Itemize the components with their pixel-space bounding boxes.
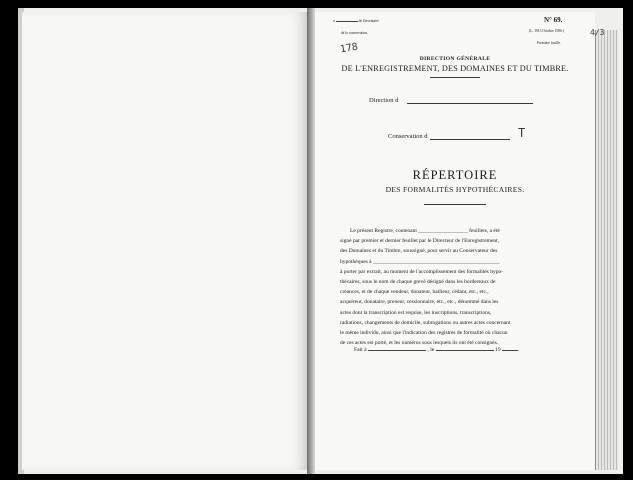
paragraph-line: à porter par extrait, au moment de l'accomplissement des formalités hypo- — [340, 268, 504, 275]
paragraph-line: créances, et de chaque vendeur, donateur, bailleur, cédant, etc., etc., — [340, 289, 489, 296]
repertoire-title: RÉPERTOIRE — [412, 168, 498, 182]
paragraph-line: des Domaines et du Timbre, soussigné, pour servir au Conservateur des — [340, 248, 498, 255]
header-left-top-pre: n — [333, 19, 335, 23]
book-spine — [307, 8, 315, 474]
fait-a-line: Fait à , le 19 . — [354, 347, 520, 353]
title-line2: DE L'ENREGISTREMENT, DES DOMAINES ET DU TIMBRE. — [341, 64, 569, 73]
conservation-line — [430, 139, 510, 140]
title-rule — [430, 77, 480, 78]
paragraph-line: Le présent Registre, contenant __________________ feuillets, a été — [350, 228, 500, 234]
paragraph-line: le même individu, ainsi que l'indication des registres de formalité où chacun — [340, 330, 508, 337]
header-left-top — [333, 19, 379, 23]
form-number: N° 69. — [544, 16, 563, 24]
repertoire-subtitle: DES FORMALITÉS HYPOTHÉCAIRES. — [385, 185, 525, 194]
form-subtitle: (L. 1913 Octobre 1906.) — [529, 29, 565, 33]
handwritten-number: 178 — [339, 41, 359, 56]
header-left-top-post: de l'inventaire — [358, 19, 379, 23]
paragraph-line: hypothèques à ______________________________________________ — [340, 258, 500, 265]
year-prefix: 19 — [495, 347, 501, 353]
paragraph-line: actes dont la transcription est requise, les inscriptions, transcriptions, — [340, 309, 492, 316]
corner-mark: 4/3 — [590, 28, 605, 37]
fait-a-label: Fait à — [354, 347, 367, 353]
le-label: , le — [427, 347, 435, 353]
header-left-bottom: de la conservation. — [341, 31, 369, 35]
direction-label: Direction d — [369, 97, 399, 104]
paragraph-line: acquéreur, donataire, preneur, cessionnaire, etc., etc., dénommé dans les — [340, 299, 499, 306]
registry-paragraph — [340, 226, 568, 348]
page-edges — [595, 30, 618, 470]
conservation-label: Conservation d — [388, 133, 428, 140]
left-blank-page — [22, 12, 308, 470]
paragraph-line: signé par premier et dernier feuillet par le Directeur de l'Enregistrement, — [340, 238, 500, 245]
paragraph-line: de ces actes est porté, et les numéros sous lesquels ils ont été consignés. — [340, 340, 499, 347]
title-line1: DIRECTION GÉNÉRALE — [419, 56, 491, 62]
paragraph-line: thécaires, sous le nom de chaque grevé désigné dans les bordereaux de — [340, 279, 496, 286]
paragraph-line: radiations, changements de domicile, subrogations ou autres actes concernant — [340, 319, 511, 326]
conservation-handwritten: T — [518, 126, 526, 140]
form-sheet: Première feuille. — [537, 41, 561, 45]
repertoire-rule — [424, 204, 486, 205]
direction-line — [407, 103, 533, 104]
